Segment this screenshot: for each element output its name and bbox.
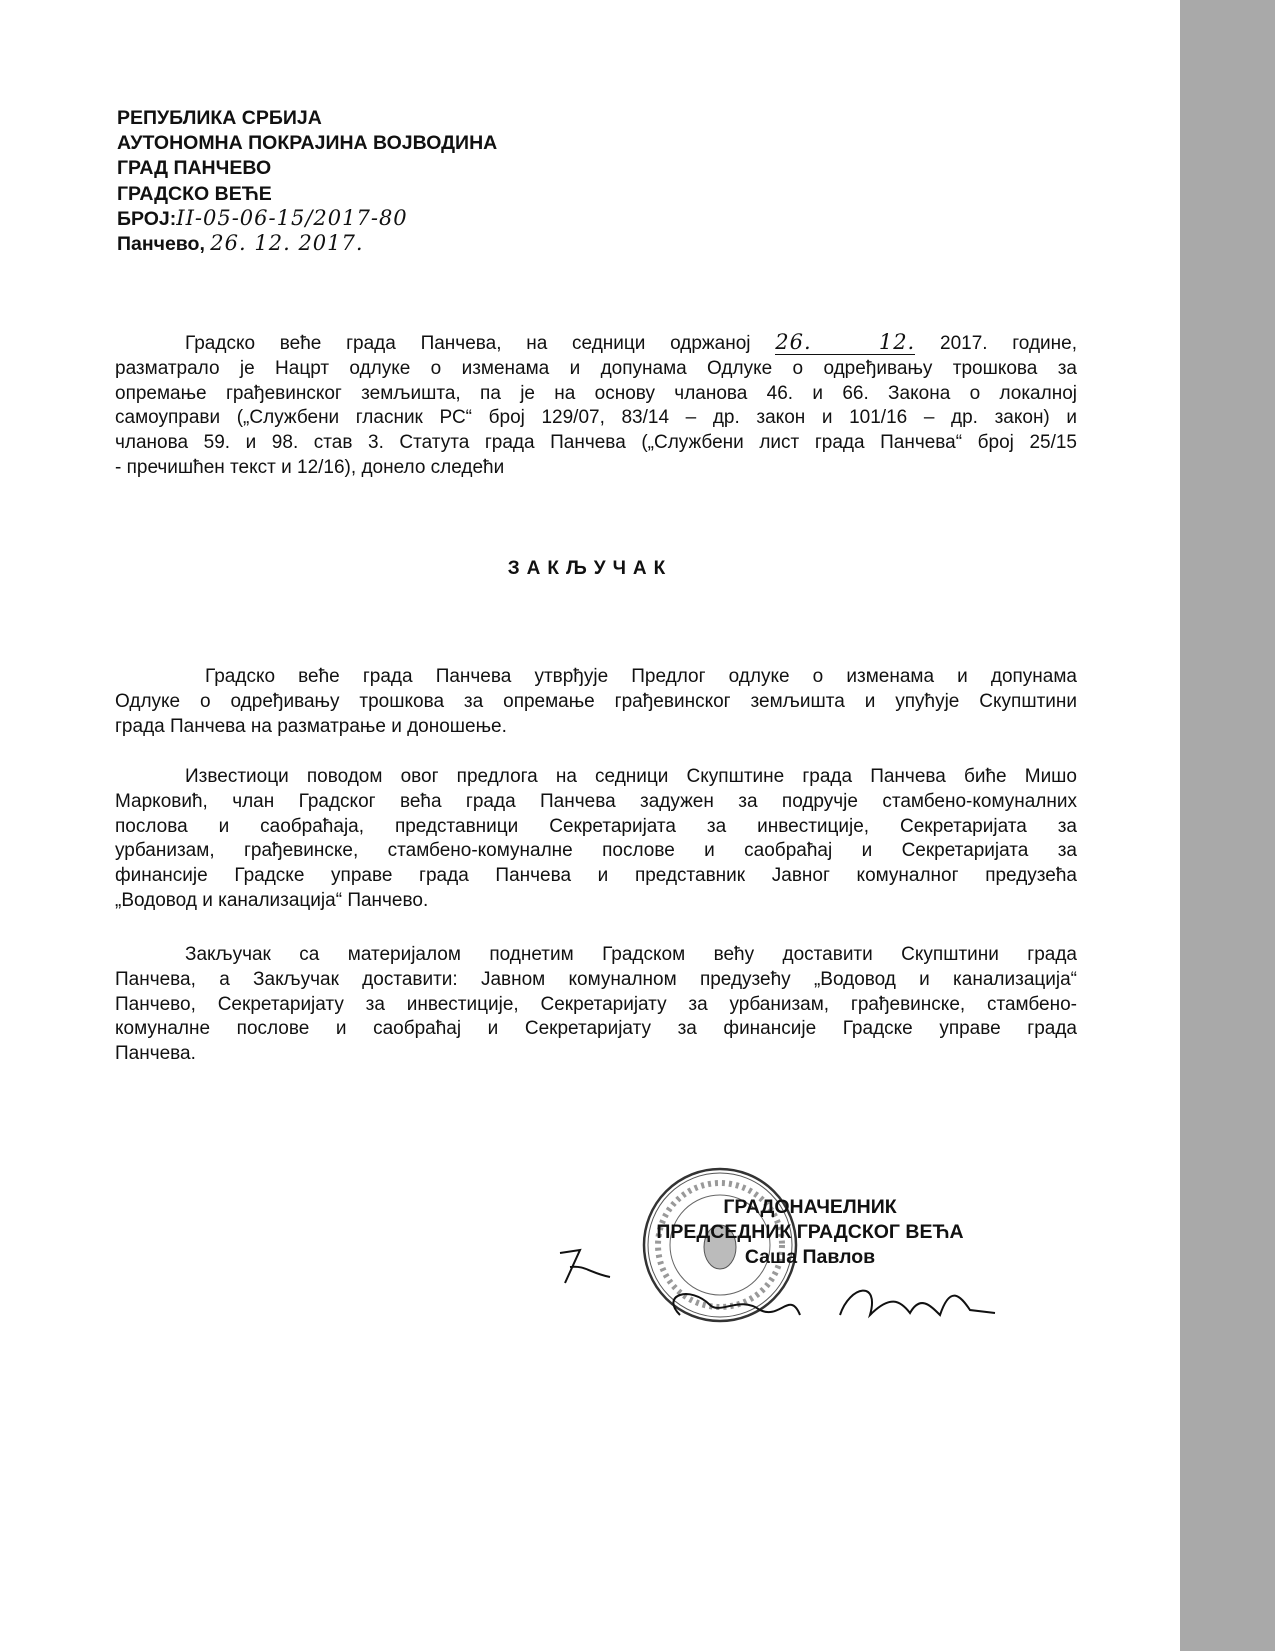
- header-line: ГРАД ПАНЧЕВО: [117, 157, 272, 180]
- handwritten-number: II-05-06-15/2017-80: [176, 205, 408, 230]
- header-line: АУТОНОМНА ПОКРАЈИНА ВОЈВОДИНА: [117, 132, 498, 155]
- place-label: Панчево,: [117, 233, 205, 256]
- paragraph-line: - пречишћен текст и 12/16), донело следећи: [115, 456, 505, 478]
- signature-block: [630, 1195, 990, 1270]
- handwritten-session-date: 26. 12.: [775, 330, 916, 354]
- paragraph-line: послова и саобраћаја, представници Секретаријата за инвестиције, Секретаријата за: [115, 815, 1077, 837]
- paragraph-line: Градско веће града Панчева утврђује Предлог одлуке о изменама и допунама: [205, 666, 1077, 687]
- intro-text: Градско веће града Панчева, на седници одржаној: [185, 333, 751, 354]
- paragraph-line: урбанизам, грађевинске, стамбено-комуналне послове и саобраћај и Секретаријата за: [115, 840, 1077, 862]
- document-header: [117, 106, 497, 257]
- signatory-name: Саша Павлов: [744, 1246, 876, 1268]
- document-date: [117, 232, 497, 257]
- signature-title: ПРЕДСЕДНИК ГРАДСКОГ ВЕЋА: [656, 1221, 964, 1243]
- intro-paragraph: [115, 332, 1077, 481]
- signature-title: ГРАДОНАЧЕЛНИК: [723, 1196, 897, 1218]
- intro-text: 2017. године,: [940, 333, 1077, 354]
- paragraph-line: Марковић, члан Градског већа града Панчева задужен за подручје стамбено-комуналних: [115, 790, 1077, 812]
- paragraph-line: Панчево, Секретаријату за инвестиције, Секретаријату за урбанизам, грађевинске, стамбено-: [115, 993, 1077, 1015]
- paragraph-line: чланова 59. и 98. став 3. Статута града Панчева („Службени лист града Панчева“ број 25/15: [115, 432, 1077, 454]
- paragraph-proposal: [115, 665, 1077, 739]
- paragraph-line: финансије Градске управе града Панчева и представник Јавног комуналног предузећа: [115, 865, 1077, 887]
- initials-signature: [555, 1245, 615, 1290]
- intro-line: [115, 332, 1077, 357]
- document-number: [117, 207, 497, 232]
- paragraph-rapporteurs: [115, 765, 1077, 914]
- paragraph-line: града Панчева на разматрање и доношење.: [115, 715, 507, 737]
- viewer-side-panel: [1180, 0, 1275, 1651]
- paragraph-line: Закључак са материјалом поднетим Градском већу доставити Скупштини града: [185, 944, 1077, 965]
- document-title: ЗАКЉУЧАК: [507, 558, 673, 579]
- header-line: РЕПУБЛИКА СРБИЈА: [117, 107, 322, 129]
- paragraph-line: Панчева.: [115, 1043, 196, 1065]
- paragraph-line: опремање грађевинског земљишта, па је на основу чланова 46. и 66. Закона о локалној: [115, 382, 1077, 404]
- paragraph-line: самоуправи („Службени гласник РС“ број 129/07, 83/14 – др. закон и 101/16 – др. закон) и: [115, 407, 1077, 429]
- paragraph-delivery: [115, 943, 1077, 1067]
- number-label: БРОЈ:: [117, 207, 177, 230]
- handwritten-signature: [650, 1275, 1010, 1335]
- paragraph-line: комуналне послове и саобраћај и Секретаријату за финансије Градске управе града: [115, 1018, 1077, 1040]
- paragraph-line: „Водовод и канализација“ Панчево.: [115, 889, 429, 911]
- header-line: ГРАДСКО ВЕЋЕ: [117, 182, 272, 205]
- handwritten-date: 26. 12. 2017.: [210, 231, 364, 256]
- session-date-field: [775, 332, 915, 355]
- paragraph-line: разматрало је Нацрт одлуке о изменама и допунама Одлуке о одређивању трошкова за: [115, 357, 1077, 379]
- paragraph-line: Панчева, а Закључак доставити: Јавном комуналном предузећу „Водовод и канализација“: [115, 968, 1077, 990]
- paragraph-line: Одлуке о одређивању трошкова за опремање грађевинског земљишта и упућује Скупштини: [115, 690, 1077, 712]
- paragraph-line: Известиоци поводом овог предлога на седници Скупштине града Панчева биће Мишо: [185, 766, 1077, 787]
